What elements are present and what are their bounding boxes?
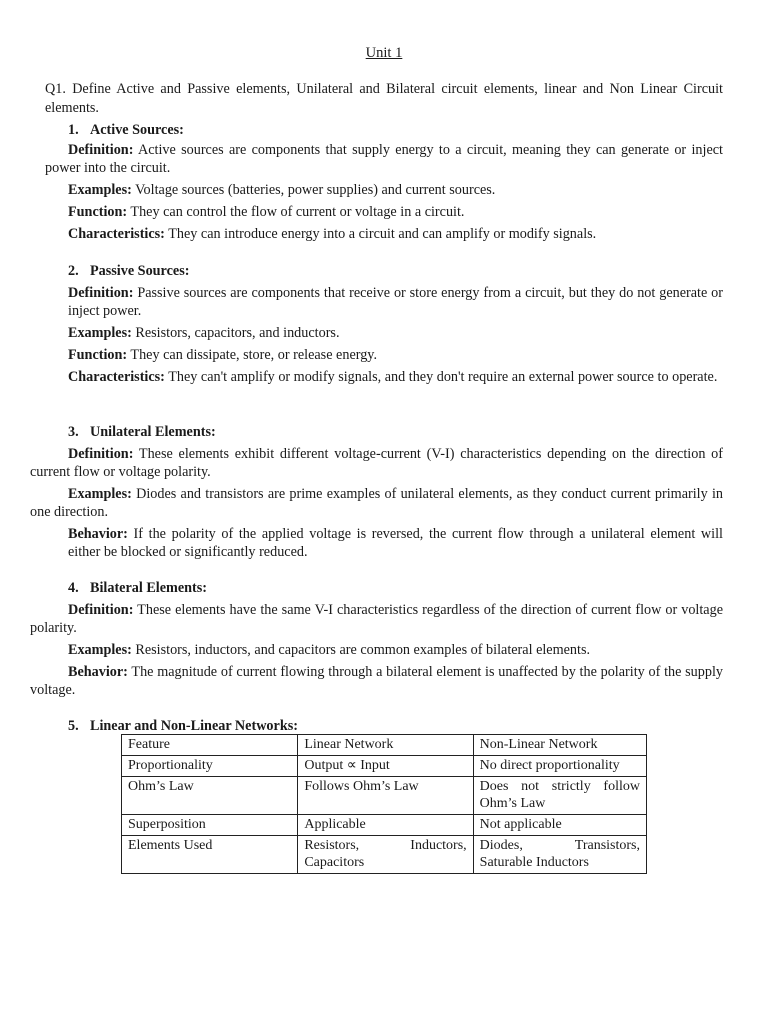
- table-header-row: [122, 735, 647, 756]
- table-cell: No direct proportionality: [473, 756, 646, 777]
- table-header-cell: Non-Linear Network: [473, 735, 646, 756]
- table-cell: Ohm’s Law: [122, 777, 298, 815]
- table-row: [122, 836, 647, 874]
- unilateral-examples: Examples: Diodes and transistors are prime examples of unilateral elements, as they conduct current primarily in one direction.: [30, 486, 723, 520]
- table-cell: Superposition: [122, 815, 298, 836]
- section-heading-unilateral: 3. Unilateral Elements:: [68, 424, 216, 440]
- table-row: [122, 777, 647, 815]
- table-cell: Output ∝ Input: [298, 756, 473, 777]
- passive-examples: Examples: Resistors, capacitors, and inductors.: [68, 325, 340, 341]
- table-cell: Diodes, Transistors, Saturable Inductors: [473, 836, 646, 874]
- comparison-table: [121, 734, 647, 874]
- section-heading-bilateral: 4. Bilateral Elements:: [68, 580, 208, 596]
- section-heading-active: 1. Active Sources:: [68, 122, 184, 138]
- table-cell: Does not strictly follow Ohm’s Law: [473, 777, 646, 815]
- section-heading-networks: 5. Linear and Non-Linear Networks:: [68, 718, 298, 734]
- question-text: Q1. Define Active and Passive elements, Unilateral and Bilateral circuit elements, linear and Non Linear Circuit elements.: [45, 81, 723, 116]
- active-function: Function: They can control the flow of current or voltage in a circuit.: [68, 204, 465, 220]
- table-row: [122, 815, 647, 836]
- unilateral-definition: Definition: These elements exhibit different voltage-current (V-I) characteristics depending on the direction of current flow or voltage polarity.: [30, 446, 723, 480]
- active-examples: Examples: Voltage sources (batteries, power supplies) and current sources.: [68, 182, 496, 198]
- passive-definition: Definition: Passive sources are components that receive or store energy from a circuit, but they do not generate or inject power.: [68, 285, 723, 319]
- table-row: [122, 756, 647, 777]
- bilateral-examples: Examples: Resistors, inductors, and capacitors are common examples of bilateral elements.: [68, 642, 591, 658]
- bilateral-behavior: Behavior: The magnitude of current flowing through a bilateral element is unaffected by the polarity of the supply voltage.: [30, 664, 723, 698]
- active-characteristics: Characteristics: They can introduce energy into a circuit and can amplify or modify signals.: [68, 226, 597, 242]
- table-cell: Not applicable: [473, 815, 646, 836]
- passive-characteristics: Characteristics: They can't amplify or modify signals, and they don't require an external power source to operate.: [68, 369, 718, 385]
- page-title: Unit 1: [365, 45, 403, 61]
- bilateral-definition: Definition: These elements have the same V-I characteristics regardless of the direction of current flow or voltage polarity.: [30, 602, 723, 636]
- section-heading-passive: 2. Passive Sources:: [68, 263, 190, 279]
- unilateral-behavior: Behavior: If the polarity of the applied voltage is reversed, the current flow through a unilateral element will either be blocked or significantly reduced.: [68, 526, 723, 560]
- table-cell: Proportionality: [122, 756, 298, 777]
- table-cell: Follows Ohm’s Law: [298, 777, 473, 815]
- table-cell: Elements Used: [122, 836, 298, 874]
- table-header-cell: Feature: [122, 735, 298, 756]
- table-header-cell: Linear Network: [298, 735, 473, 756]
- table-cell: Resistors, Inductors, Capacitors: [298, 836, 473, 874]
- active-definition: Definition: Active sources are components that supply energy to a circuit, meaning they can generate or inject power into the circuit.: [45, 142, 723, 176]
- passive-function: Function: They can dissipate, store, or release energy.: [68, 347, 378, 363]
- table-cell: Applicable: [298, 815, 473, 836]
